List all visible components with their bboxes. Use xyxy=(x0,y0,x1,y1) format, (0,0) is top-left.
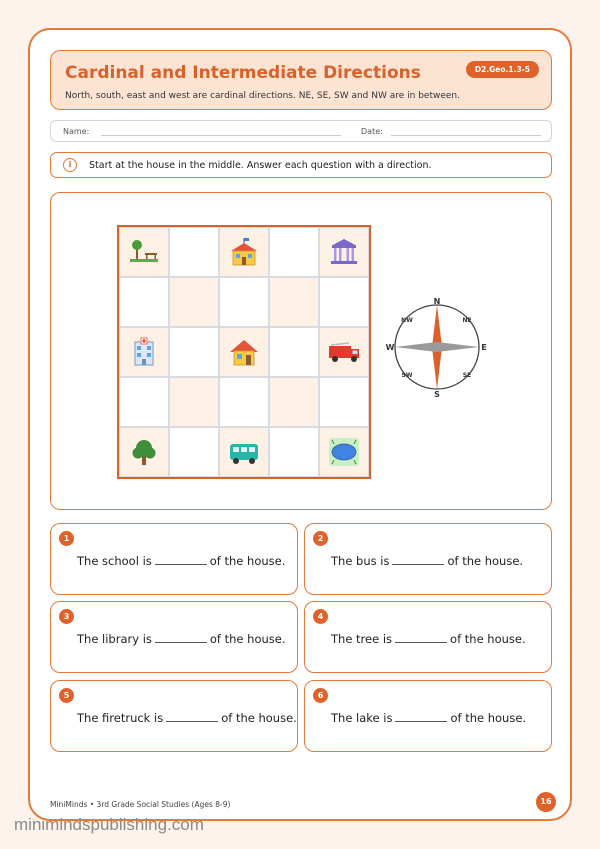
grid-cell xyxy=(219,327,269,377)
question-suffix: of the house. xyxy=(450,711,527,725)
tree-icon xyxy=(127,435,161,469)
question-text xyxy=(331,711,526,725)
grid-cell xyxy=(119,327,169,377)
answer-blank[interactable] xyxy=(155,564,207,565)
bus-icon xyxy=(226,435,262,469)
grid-cell xyxy=(119,427,169,477)
grid-cell xyxy=(219,277,269,327)
publisher-watermark: minimindspublishing.com xyxy=(14,815,204,834)
map-panel xyxy=(50,192,552,510)
question-card-4 xyxy=(304,601,552,673)
grid-cell xyxy=(319,277,369,327)
grid-cell xyxy=(319,327,369,377)
question-number: 3 xyxy=(59,609,74,624)
page-subtitle: North, south, east and west are cardinal directions. NE, SE, SW and NW are in between. xyxy=(65,91,460,101)
grid-cell xyxy=(169,227,219,277)
question-number: 2 xyxy=(313,531,328,546)
answer-blank[interactable] xyxy=(166,721,218,722)
question-prefix: The bus is xyxy=(331,554,390,568)
question-suffix: of the house. xyxy=(450,632,526,646)
question-text xyxy=(331,632,526,646)
footer-text: MiniMinds • 3rd Grade Social Studies (Ages 8-9) xyxy=(50,800,231,809)
standard-badge: D2.Geo.1.3-5 xyxy=(466,61,539,78)
school-icon xyxy=(227,235,261,269)
question-text xyxy=(77,554,285,568)
compass-rose xyxy=(385,295,489,399)
question-number: 4 xyxy=(313,609,328,624)
question-suffix: of the house. xyxy=(209,554,286,568)
info-icon: i xyxy=(63,158,77,172)
grid-cell xyxy=(169,277,219,327)
grid-cell xyxy=(169,327,219,377)
page-title: Cardinal and Intermediate Directions xyxy=(65,63,421,83)
question-text xyxy=(77,632,286,646)
grid-cell xyxy=(219,227,269,277)
park-bench-icon xyxy=(127,235,161,269)
instruction-text: Start at the house in the middle. Answer each question with a direction. xyxy=(89,160,432,171)
compass-e-label: E xyxy=(481,343,487,352)
instruction-box xyxy=(50,152,552,178)
grid-cell xyxy=(269,377,319,427)
grid-cell xyxy=(319,227,369,277)
answer-blank[interactable] xyxy=(155,642,207,643)
grid-cell xyxy=(169,427,219,477)
library-icon xyxy=(327,235,361,269)
question-card-6 xyxy=(304,680,552,752)
name-label: Name: xyxy=(63,127,90,136)
question-prefix: The tree is xyxy=(331,632,393,646)
question-text xyxy=(331,554,523,568)
question-card-2 xyxy=(304,523,552,595)
grid-cell xyxy=(219,427,269,477)
page-number: 16 xyxy=(536,792,556,812)
compass-nw-label: NW xyxy=(401,317,413,324)
grid-cell xyxy=(319,377,369,427)
hospital-icon xyxy=(127,335,161,369)
name-field[interactable] xyxy=(101,135,341,136)
grid-cell xyxy=(119,377,169,427)
compass-sw-label: SW xyxy=(401,372,413,379)
question-prefix: The firetruck is xyxy=(77,711,164,725)
question-prefix: The library is xyxy=(77,632,152,646)
question-prefix: The lake is xyxy=(331,711,393,725)
grid-cell xyxy=(219,377,269,427)
name-date-bar xyxy=(50,120,552,142)
question-number: 5 xyxy=(59,688,74,703)
question-card-5 xyxy=(50,680,298,752)
question-suffix: of the house. xyxy=(447,554,524,568)
worksheet-page xyxy=(28,28,572,821)
compass-w-label: W xyxy=(385,343,395,352)
grid-cell xyxy=(269,427,319,477)
question-prefix: The school is xyxy=(77,554,152,568)
compass-ne-label: NE xyxy=(462,317,472,324)
answer-blank[interactable] xyxy=(392,564,444,565)
firetruck-icon xyxy=(326,335,362,369)
question-card-3 xyxy=(50,601,298,673)
title-banner xyxy=(50,50,552,110)
answer-blank[interactable] xyxy=(395,721,447,722)
grid-cell xyxy=(319,427,369,477)
lake-icon xyxy=(327,435,361,469)
question-suffix: of the house. xyxy=(209,632,286,646)
compass-n-label: N xyxy=(433,297,441,306)
question-number: 6 xyxy=(313,688,328,703)
answer-blank[interactable] xyxy=(395,642,447,643)
grid-cell xyxy=(169,377,219,427)
grid-cell xyxy=(269,277,319,327)
grid-cell xyxy=(269,327,319,377)
date-label: Date: xyxy=(361,127,383,136)
date-field[interactable] xyxy=(391,135,541,136)
question-card-1 xyxy=(50,523,298,595)
question-text xyxy=(77,711,297,725)
grid-cell xyxy=(269,227,319,277)
compass-s-label: S xyxy=(434,390,440,399)
question-suffix: of the house. xyxy=(221,711,297,725)
compass-se-label: SE xyxy=(462,372,472,379)
house-icon xyxy=(227,335,261,369)
map-grid xyxy=(117,225,371,479)
grid-cell xyxy=(119,277,169,327)
grid-cell xyxy=(119,227,169,277)
question-number: 1 xyxy=(59,531,74,546)
